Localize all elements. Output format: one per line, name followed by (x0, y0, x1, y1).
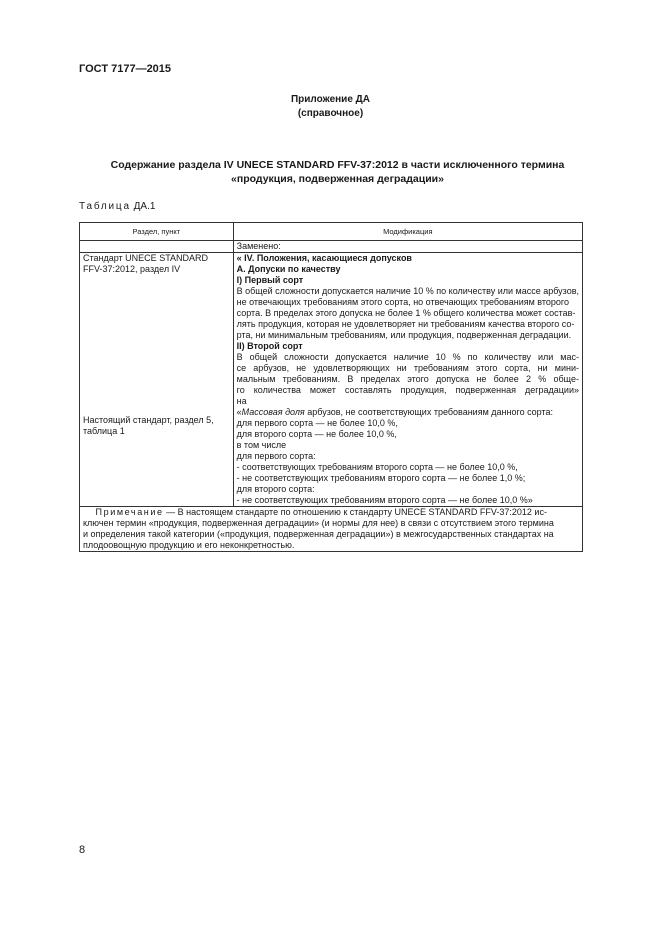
section-heading (90, 158, 585, 186)
grade1-line: не отвечающих требованиям этого сорта, но отвечающих требованиям второго (236, 297, 570, 307)
replacement-line: для первого сорта — не более 10,0 %, (236, 418, 398, 428)
grade1-line: В общей сложности допускается наличие 10 % по количеству или массе арбузов, (236, 286, 579, 296)
note-line: ключен термин «продукция, подверженная деградации» (и нормы для нее) в связи с отсутствием этого термина (83, 518, 554, 528)
modification-cell (233, 253, 582, 507)
empty-cell (80, 241, 234, 253)
mod-sub-a: А. Допуски по качеству (236, 264, 341, 274)
replacement-line: для второго сорта: (236, 484, 315, 494)
this-standard-line: таблица 1 (83, 426, 125, 436)
col-header-modification: Модификация (233, 223, 582, 241)
table-caption (79, 201, 155, 212)
grade1-title: I) Первый сорт (236, 275, 304, 285)
heading-line-1: Содержание раздела IV UNECE STANDARD FFV-37:2012 в части исключенного термина (110, 159, 565, 171)
note-text: — В настоящем стандарте по отношению к стандарту UNECE STANDARD FFV-37:2012 ис- (163, 507, 547, 517)
replacement-line: для второго сорта — не более 10,0 %, (236, 429, 397, 439)
heading-line-2: «продукция, подверженная деградации» (231, 173, 444, 185)
annex-subtitle: (справочное) (297, 108, 364, 119)
replacement-line: для первого сорта: (236, 451, 316, 461)
note-cell (80, 507, 583, 552)
replaced-label: Заменено: (236, 241, 281, 251)
note-row (80, 507, 583, 552)
table-header-row (80, 223, 583, 241)
page-number: 8 (79, 844, 86, 856)
note-line (83, 507, 579, 518)
table-caption-number: ДА.1 (133, 201, 156, 212)
annex-block (0, 93, 661, 121)
source-standard-line: Стандарт UNECE STANDARD (83, 253, 209, 263)
grade1-line: рта, ни минимальным требованиям, или продукция, подверженная деградации. (236, 330, 572, 340)
grade1-line: сорта. В пределах этого допуска не более 1 % общего количества может состав- (236, 308, 576, 318)
grade2-line: на (236, 396, 247, 406)
annex-title: Приложение ДА (290, 94, 371, 105)
replacement-line: - соответствующих требованиям второго сорта — не более 10,0 %, (236, 462, 518, 472)
mod-section-title: « IV. Положения, касающиеся допусков (236, 253, 412, 263)
grade2-line: В общей сложности допускается наличие 10 % по количеству или мас- (236, 352, 579, 362)
this-standard-line: Настоящий стандарт, раздел 5, (83, 415, 214, 425)
table-caption-label: Таблица (79, 201, 131, 212)
grade2-line: мальным требованиям. В пределах этого допуска не более 2 % обще- (236, 374, 579, 384)
replacement-line: - не соответствующих требованиям второго сорта — не более 1,0 %; (236, 473, 526, 483)
grade2-line: се арбузов, не удовлетворяющих ни требованиям этого сорта, ни мини- (236, 363, 579, 373)
replacement-lead-italic: Массовая доля (241, 407, 305, 417)
replacement-lead: «Массовая доля арбузов, не соответствующих требованиям данного сорта: (236, 407, 554, 417)
replaced-cell (233, 241, 582, 253)
standard-code: ГОСТ 7177—2015 (79, 63, 172, 75)
grade2-line: го количества может составлять продукция, подверженная деградации» (236, 385, 579, 395)
grade1-line: лять продукция, которая не удовлетворяет ни требованиям качества второго со- (236, 319, 575, 329)
col-header-section: Раздел, пункт (80, 223, 234, 241)
modification-table (79, 222, 583, 552)
table-row (80, 253, 583, 507)
replacement-lead-rest: арбузов, не соответствующих требованиям данного сорта: (304, 407, 554, 417)
note-label: Примечание (95, 507, 164, 517)
replacement-line: в том числе (236, 440, 287, 450)
source-standard-line: FFV-37:2012, раздел IV (83, 264, 181, 274)
replacement-line: - не соответствующих требованиям второго сорта — не более 10,0 %» (236, 495, 533, 505)
section-cell (80, 253, 234, 507)
grade2-title: II) Второй сорт (236, 341, 303, 351)
note-line: и определения такой категории («продукция, подверженная деградации») в межгосударственных стандартах на (83, 529, 554, 539)
table-row (80, 241, 583, 253)
note-line: плодоовощную продукцию и его неконкретностью. (83, 540, 295, 550)
